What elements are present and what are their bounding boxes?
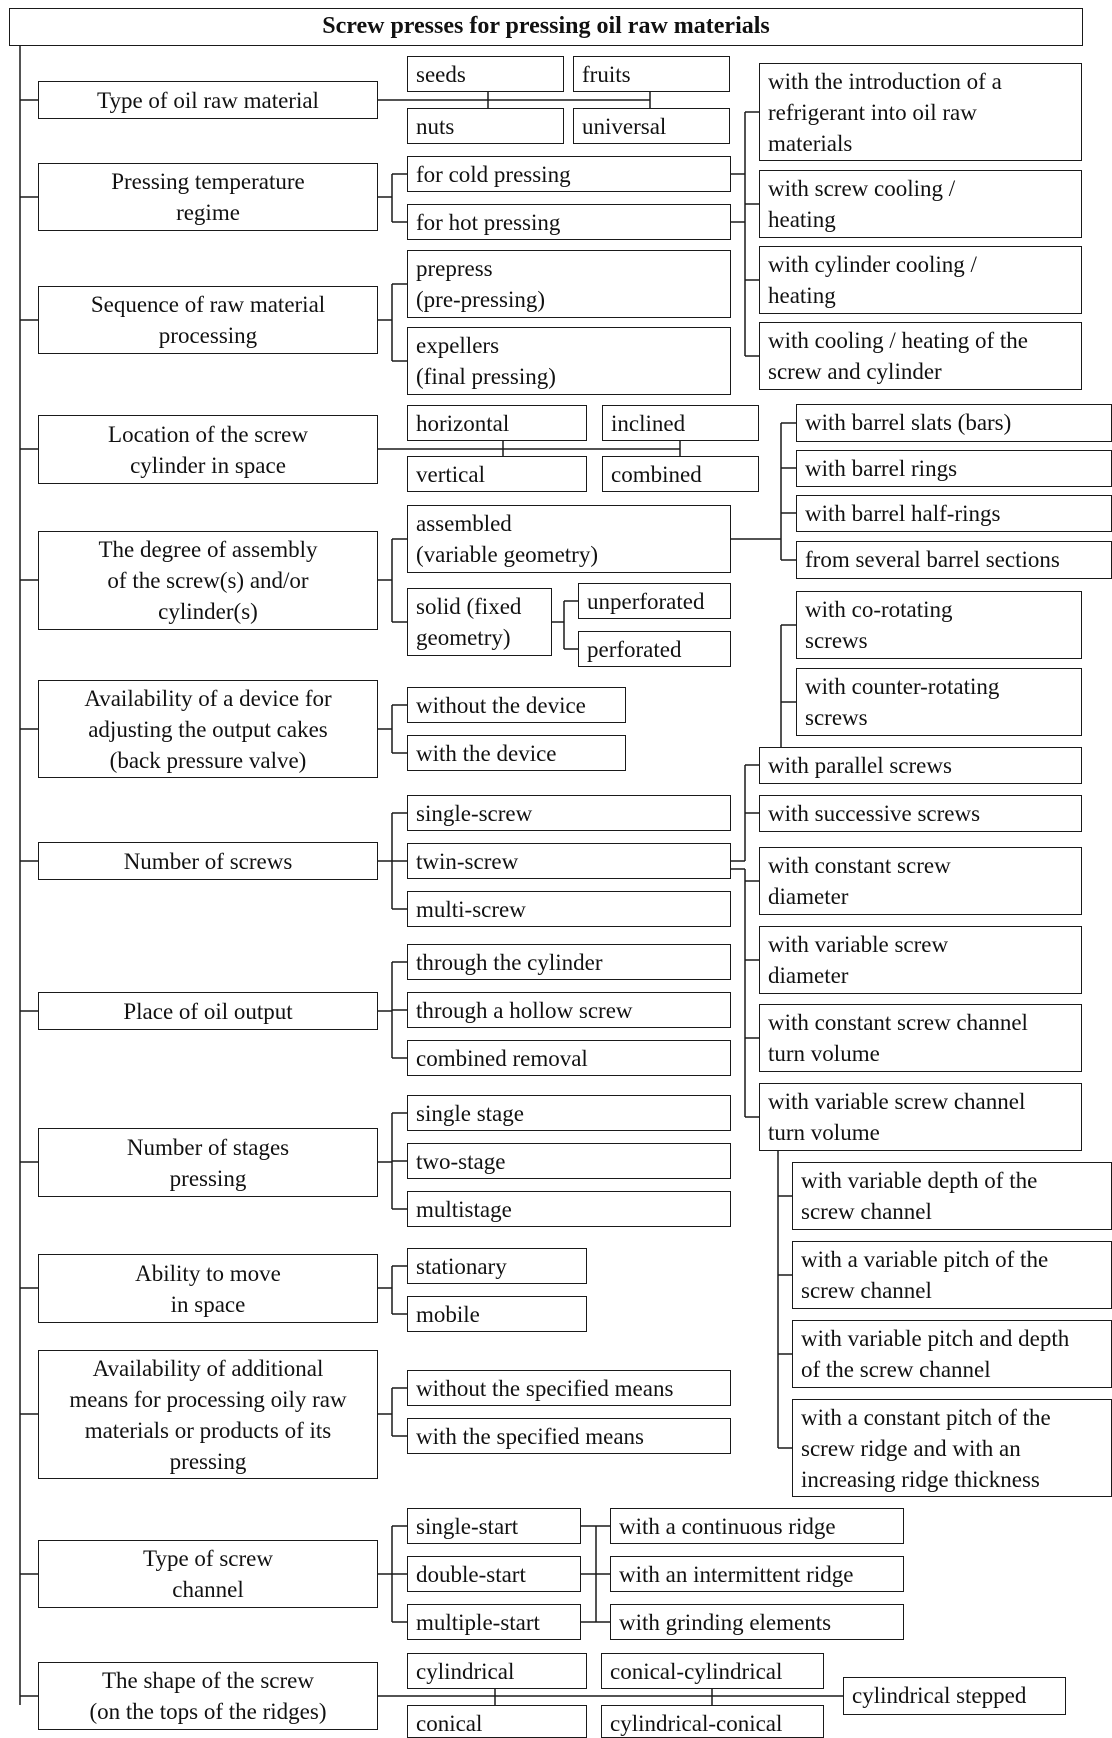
option-continuous-ridge: with a continuous ridge: [610, 1508, 904, 1544]
feature-barrel-half-rings: with barrel half-rings: [796, 495, 1112, 532]
option-nuts: nuts: [407, 108, 564, 144]
category-oil-output: Place of oil output: [38, 992, 378, 1030]
option-unperforated: unperforated: [578, 583, 731, 619]
option-single-start: single-start: [407, 1508, 581, 1544]
option-conical: conical: [407, 1705, 587, 1738]
option-stationary: stationary: [407, 1248, 587, 1284]
option-grinding-elements: with grinding elements: [610, 1604, 904, 1640]
option-cold-pressing: for cold pressing: [407, 156, 731, 192]
option-expellers: expellers (final pressing): [407, 327, 731, 395]
option-cylindrical-conical: cylindrical-conical: [601, 1705, 824, 1738]
option-cylindrical: cylindrical: [407, 1653, 587, 1689]
category-location: Location of the screw cylinder in space: [38, 415, 378, 484]
category-shape: The shape of the screw (on the tops of the ridges): [38, 1662, 378, 1730]
feature-refrigerant: with the introduction of a refrigerant into oil raw materials: [759, 63, 1082, 161]
feature-successive-screws: with successive screws: [759, 795, 1082, 832]
option-seeds: seeds: [407, 56, 564, 92]
option-combined: combined: [602, 456, 759, 492]
feature-variable-diameter: with variable screw diameter: [759, 926, 1082, 994]
feature-screw-cylinder-cooling: with cooling / heating of the screw and cylinder: [759, 322, 1082, 390]
category-additional: Availability of additional means for processing oily raw materials or products of its pressing: [38, 1350, 378, 1479]
option-with-means: with the specified means: [407, 1418, 731, 1454]
option-hot-pressing: for hot pressing: [407, 204, 731, 240]
category-raw-material: Type of oil raw material: [38, 81, 378, 119]
option-without-device: without the device: [407, 687, 626, 723]
category-sequence: Sequence of raw material processing: [38, 286, 378, 354]
option-multiple-start: multiple-start: [407, 1604, 581, 1640]
feature-parallel-screws: with parallel screws: [759, 747, 1082, 784]
feature-constant-volume: with constant screw channel turn volume: [759, 1004, 1082, 1072]
option-multistage: multistage: [407, 1191, 731, 1227]
feature-variable-depth: with variable depth of the screw channel: [792, 1162, 1112, 1230]
category-stages: Number of stages pressing: [38, 1128, 378, 1197]
category-assembly: The degree of assembly of the screw(s) and/or cylinder(s): [38, 531, 378, 630]
option-with-device: with the device: [407, 735, 626, 771]
option-horizontal: horizontal: [407, 405, 587, 441]
option-without-means: without the specified means: [407, 1370, 731, 1406]
category-temperature: Pressing temperature regime: [38, 163, 378, 231]
option-fruits: fruits: [573, 56, 730, 92]
category-screws: Number of screws: [38, 842, 378, 880]
category-move: Ability to move in space: [38, 1254, 378, 1323]
feature-barrel-rings: with barrel rings: [796, 450, 1112, 487]
feature-barrel-slats: with barrel slats (bars): [796, 404, 1112, 442]
option-double-start: double-start: [407, 1556, 581, 1592]
option-conical-cylindrical: conical-cylindrical: [601, 1653, 824, 1689]
feature-constant-diameter: with constant screw diameter: [759, 847, 1082, 915]
feature-counter-rotating: with counter-rotating screws: [796, 668, 1082, 736]
feature-cylinder-cooling: with cylinder cooling / heating: [759, 246, 1082, 314]
option-through-hollow-screw: through a hollow screw: [407, 992, 731, 1028]
feature-constant-pitch: with a constant pitch of the screw ridge and with an increasing ridge thickness: [792, 1399, 1112, 1497]
diagram-title: Screw presses for pressing oil raw materials: [9, 8, 1083, 46]
option-assembled: assembled (variable geometry): [407, 505, 731, 573]
option-prepress: prepress (pre-pressing): [407, 250, 731, 318]
option-vertical: vertical: [407, 456, 587, 492]
feature-variable-pitch: with a variable pitch of the screw channel: [792, 1241, 1112, 1309]
option-single-stage: single stage: [407, 1095, 731, 1131]
option-intermittent-ridge: with an intermittent ridge: [610, 1556, 904, 1592]
option-solid: solid (fixed geometry): [407, 588, 552, 656]
option-combined-removal: combined removal: [407, 1040, 731, 1076]
option-twin-screw: twin-screw: [407, 843, 731, 879]
category-device: Availability of a device for adjusting the output cakes (back pressure valve): [38, 680, 378, 778]
option-mobile: mobile: [407, 1296, 587, 1332]
option-perforated: perforated: [578, 631, 731, 667]
option-cylindrical-stepped: cylindrical stepped: [843, 1677, 1066, 1715]
feature-co-rotating: with co-rotating screws: [796, 591, 1082, 659]
option-multi-screw: multi-screw: [407, 891, 731, 927]
option-through-cylinder: through the cylinder: [407, 944, 731, 980]
feature-screw-cooling: with screw cooling / heating: [759, 170, 1082, 238]
option-inclined: inclined: [602, 405, 759, 441]
category-channel: Type of screw channel: [38, 1540, 378, 1608]
feature-variable-volume: with variable screw channel turn volume: [759, 1083, 1082, 1151]
option-two-stage: two-stage: [407, 1143, 731, 1179]
option-single-screw: single-screw: [407, 795, 731, 831]
option-universal: universal: [573, 108, 730, 144]
feature-barrel-sections: from several barrel sections: [796, 541, 1112, 579]
feature-variable-pitch-depth: with variable pitch and depth of the screw channel: [792, 1320, 1112, 1388]
